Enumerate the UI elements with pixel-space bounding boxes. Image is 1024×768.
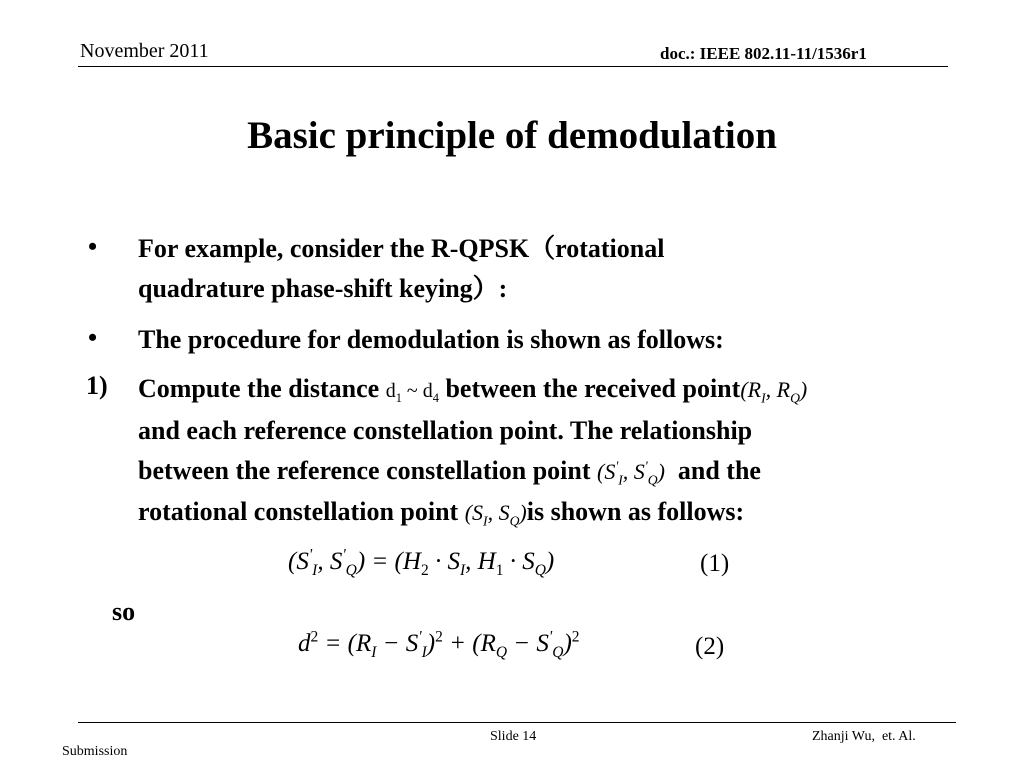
step-1-line-2: and each reference constellation point. The relationship bbox=[138, 416, 753, 445]
step-1-marker: 1) bbox=[86, 371, 108, 400]
equation-2: $d^2 = (R_I - S'_I)^2 + (R_Q - S'_Q)^2$ bbox=[298, 628, 580, 661]
rotational-point: ($S_I$, $S_Q$) bbox=[464, 500, 527, 529]
header-date: November 2011 bbox=[80, 40, 209, 62]
distance-range: $d_1$ ~ $d_4$ bbox=[385, 380, 439, 405]
step-1-line-1: Compute the distance $d_1$ ~ $d_4$ between the received $point(R_I$, $R_Q$) bbox=[138, 374, 808, 406]
bullet-1-line-1: For example, consider the R-QPSK（rotational bbox=[138, 234, 665, 263]
bullet-marker: • bbox=[88, 323, 98, 352]
step-1-line-4: rotational constellation point ($S_I$, $S_Q)is$ shown as follows: bbox=[138, 497, 745, 529]
header-doc-id: doc.: IEEE 802.11-11/1536r1 bbox=[660, 44, 867, 63]
equation-1-number: (1) bbox=[700, 550, 730, 577]
header-rule bbox=[78, 66, 948, 67]
received-point: ($R_I$, $R_Q$) bbox=[740, 377, 808, 406]
bullet-1-line-2: quadrature phase-shift keying）: bbox=[138, 274, 508, 303]
bullet-marker: • bbox=[88, 232, 98, 261]
bullet-2-text: The procedure for demodulation is shown as follows: bbox=[138, 325, 724, 354]
equation-2-number: (2) bbox=[695, 633, 725, 660]
footer-author: Zhanji Wu, et. Al. bbox=[812, 729, 916, 744]
step-1-line-3: between the reference constellation point ($S'_I$, $S'_Q$) and the bbox=[138, 456, 761, 488]
footer-submission: Submission bbox=[62, 744, 128, 759]
bullet-1-text bbox=[138, 229, 958, 309]
reference-point: ($S'_I$, $S'_Q$) bbox=[597, 458, 665, 488]
step-1-text bbox=[138, 369, 1018, 533]
so-label: so bbox=[112, 597, 136, 626]
slide-number: Slide 14 bbox=[490, 729, 537, 744]
footer-rule bbox=[78, 722, 956, 723]
slide-title: Basic principle of demodulation bbox=[247, 114, 777, 157]
equation-1: ($S'_I$, $S'_Q) = (H_2 \cdot S_I$, $H_1 \cdot S_Q$) bbox=[288, 546, 555, 579]
